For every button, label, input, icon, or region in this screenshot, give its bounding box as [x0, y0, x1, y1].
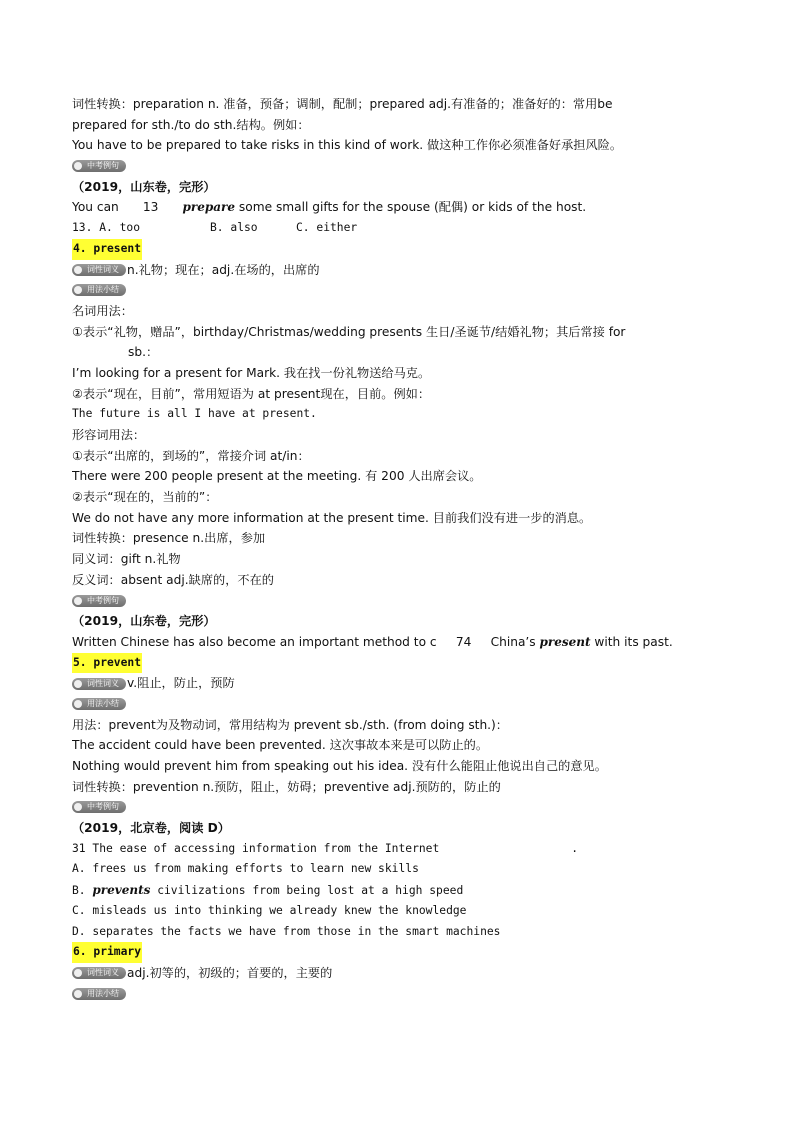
- word-heading-present: 4. present: [72, 239, 142, 260]
- keyword-present: present: [539, 634, 591, 649]
- exam-options-13: 13. A. too B. also C. either: [72, 221, 358, 235]
- noun-usage-2: ②表示“现在，目前”，常用短语为 at present现在，目前。例如：: [72, 386, 431, 401]
- adj-example-1: There were 200 people present at the meeting. 有 200 人出席会议。: [72, 469, 482, 484]
- exam-example-badge-row: [72, 156, 732, 177]
- adj-usage-title: 形容词用法：: [72, 428, 146, 442]
- conversion-prevent: 词性转换：prevention n.预防，阻止，妨碍；preventive adj.预防的，防止的: [72, 779, 501, 794]
- meaning-badge: 词性词义: [72, 264, 126, 276]
- meaning-badge: 词性词义: [72, 967, 126, 979]
- noun-usage-1-cont: sb.：: [128, 345, 159, 360]
- exam-example-badge-row-2: [72, 591, 732, 612]
- usage-badge-row: [72, 280, 732, 301]
- exam-sentence-1: You can 13 prepare some small gifts for the spouse (配偶) or kids of the host.: [72, 197, 732, 218]
- usage-badge: 用法小结: [72, 988, 126, 1000]
- option-d: D. separates the facts we have from those in the smart machines: [72, 924, 501, 938]
- exam-example-badge: 中考例句: [72, 801, 126, 813]
- noun-usage-1: ①表示“礼物，赠品”，birthday/Christmas/wedding presents 生日/圣诞节/结婚礼物；其后常接 for: [72, 324, 626, 339]
- noun-usage-title: 名词用法：: [72, 303, 133, 318]
- exam-source-1: （2019，山东卷，完形）: [72, 179, 216, 194]
- meaning-row-primary: 词性词义 adj.初等的，初级的；首要的，主要的: [72, 963, 732, 984]
- antonym-present: 反义词：absent adj.缺席的，不在的: [72, 572, 274, 587]
- exam-source-2: （2019，山东卷，完形）: [72, 614, 216, 629]
- exam-sentence-2: Written Chinese has also become an important method to c 74 China’s present with its past.: [72, 632, 732, 653]
- usage-badge: 用法小结: [72, 698, 126, 710]
- noun-example-1: I’m looking for a present for Mark. 我在找一份礼物送给马克。: [72, 365, 431, 380]
- exam-source-3: （2019，北京卷，阅读 D）: [72, 821, 230, 836]
- exam-example-badge: 中考例句: [72, 160, 126, 172]
- adj-usage-2: ②表示“现在的，当前的”：: [72, 490, 218, 505]
- blank-74: 74: [437, 632, 491, 653]
- synonym-present: 同义词：gift n.礼物: [72, 552, 181, 567]
- meaning-badge: 词性词义: [72, 678, 126, 690]
- question-31: 31 The ease of accessing information from the Internet .: [72, 839, 732, 860]
- word-heading-primary: 6. primary: [72, 942, 142, 963]
- word-heading-prevent: 5. prevent: [72, 653, 142, 674]
- option-c: C. misleads us into thinking we already knew the knowledge: [72, 903, 467, 917]
- usage-badge-row-2: [72, 694, 732, 715]
- entry-heading-5: [72, 653, 732, 674]
- conversion-prepare-line-2: prepared for sth./to do sth.结构。例如：: [72, 117, 310, 132]
- adj-example-2: We do not have any more information at the present time. 目前我们没有进一步的消息。: [72, 510, 592, 525]
- usage-badge-row-3: [72, 984, 732, 1005]
- option-b: B. prevents civilizations from being lost at a high speed: [72, 883, 464, 898]
- exam-example-badge-row-3: [72, 797, 732, 818]
- example-prevent-2: Nothing would prevent him from speaking out his idea. 没有什么能阻止他说出自己的意见。: [72, 759, 607, 773]
- conversion-present: 词性转换：presence n.出席，参加: [72, 531, 266, 546]
- keyword-prepare: prepare: [182, 200, 236, 215]
- adj-usage-1: ①表示“出席的，到场的”，常接介词 at/in：: [72, 448, 310, 463]
- usage-prevent: 用法：prevent为及物动词，常用结构为 prevent sb./sth. (from doing sth.)：: [72, 717, 508, 732]
- option-a: A. frees us from making efforts to learn new skills: [72, 862, 419, 876]
- keyword-prevents: prevents: [92, 883, 151, 898]
- meaning-row-prevent: 词性词义 v.阻止，防止，预防: [72, 673, 732, 694]
- noun-example-2: The future is all I have at present.: [72, 407, 317, 421]
- usage-badge: 用法小结: [72, 284, 126, 296]
- document-page: [72, 94, 732, 1004]
- blank-31: [439, 839, 571, 860]
- example-prepare: You have to be prepared to take risks in this kind of work. 做这种工作你必须准备好承担风险。: [72, 138, 623, 153]
- exam-example-badge: 中考例句: [72, 595, 126, 607]
- entry-heading-6: [72, 942, 732, 963]
- entry-heading-4: [72, 239, 732, 260]
- meaning-row-present: 词性词义 n.礼物；现在；adj.在场的，出席的: [72, 260, 732, 281]
- example-prevent-1: The accident could have been prevented. 这次事故本来是可以防止的。: [72, 738, 489, 753]
- blank-13: 13: [123, 197, 179, 218]
- conversion-prepare-line-1: 词性转换：preparation n. 准备，预备；调制，配制；prepared adj.有准备的；准备好的：常用be: [72, 97, 613, 111]
